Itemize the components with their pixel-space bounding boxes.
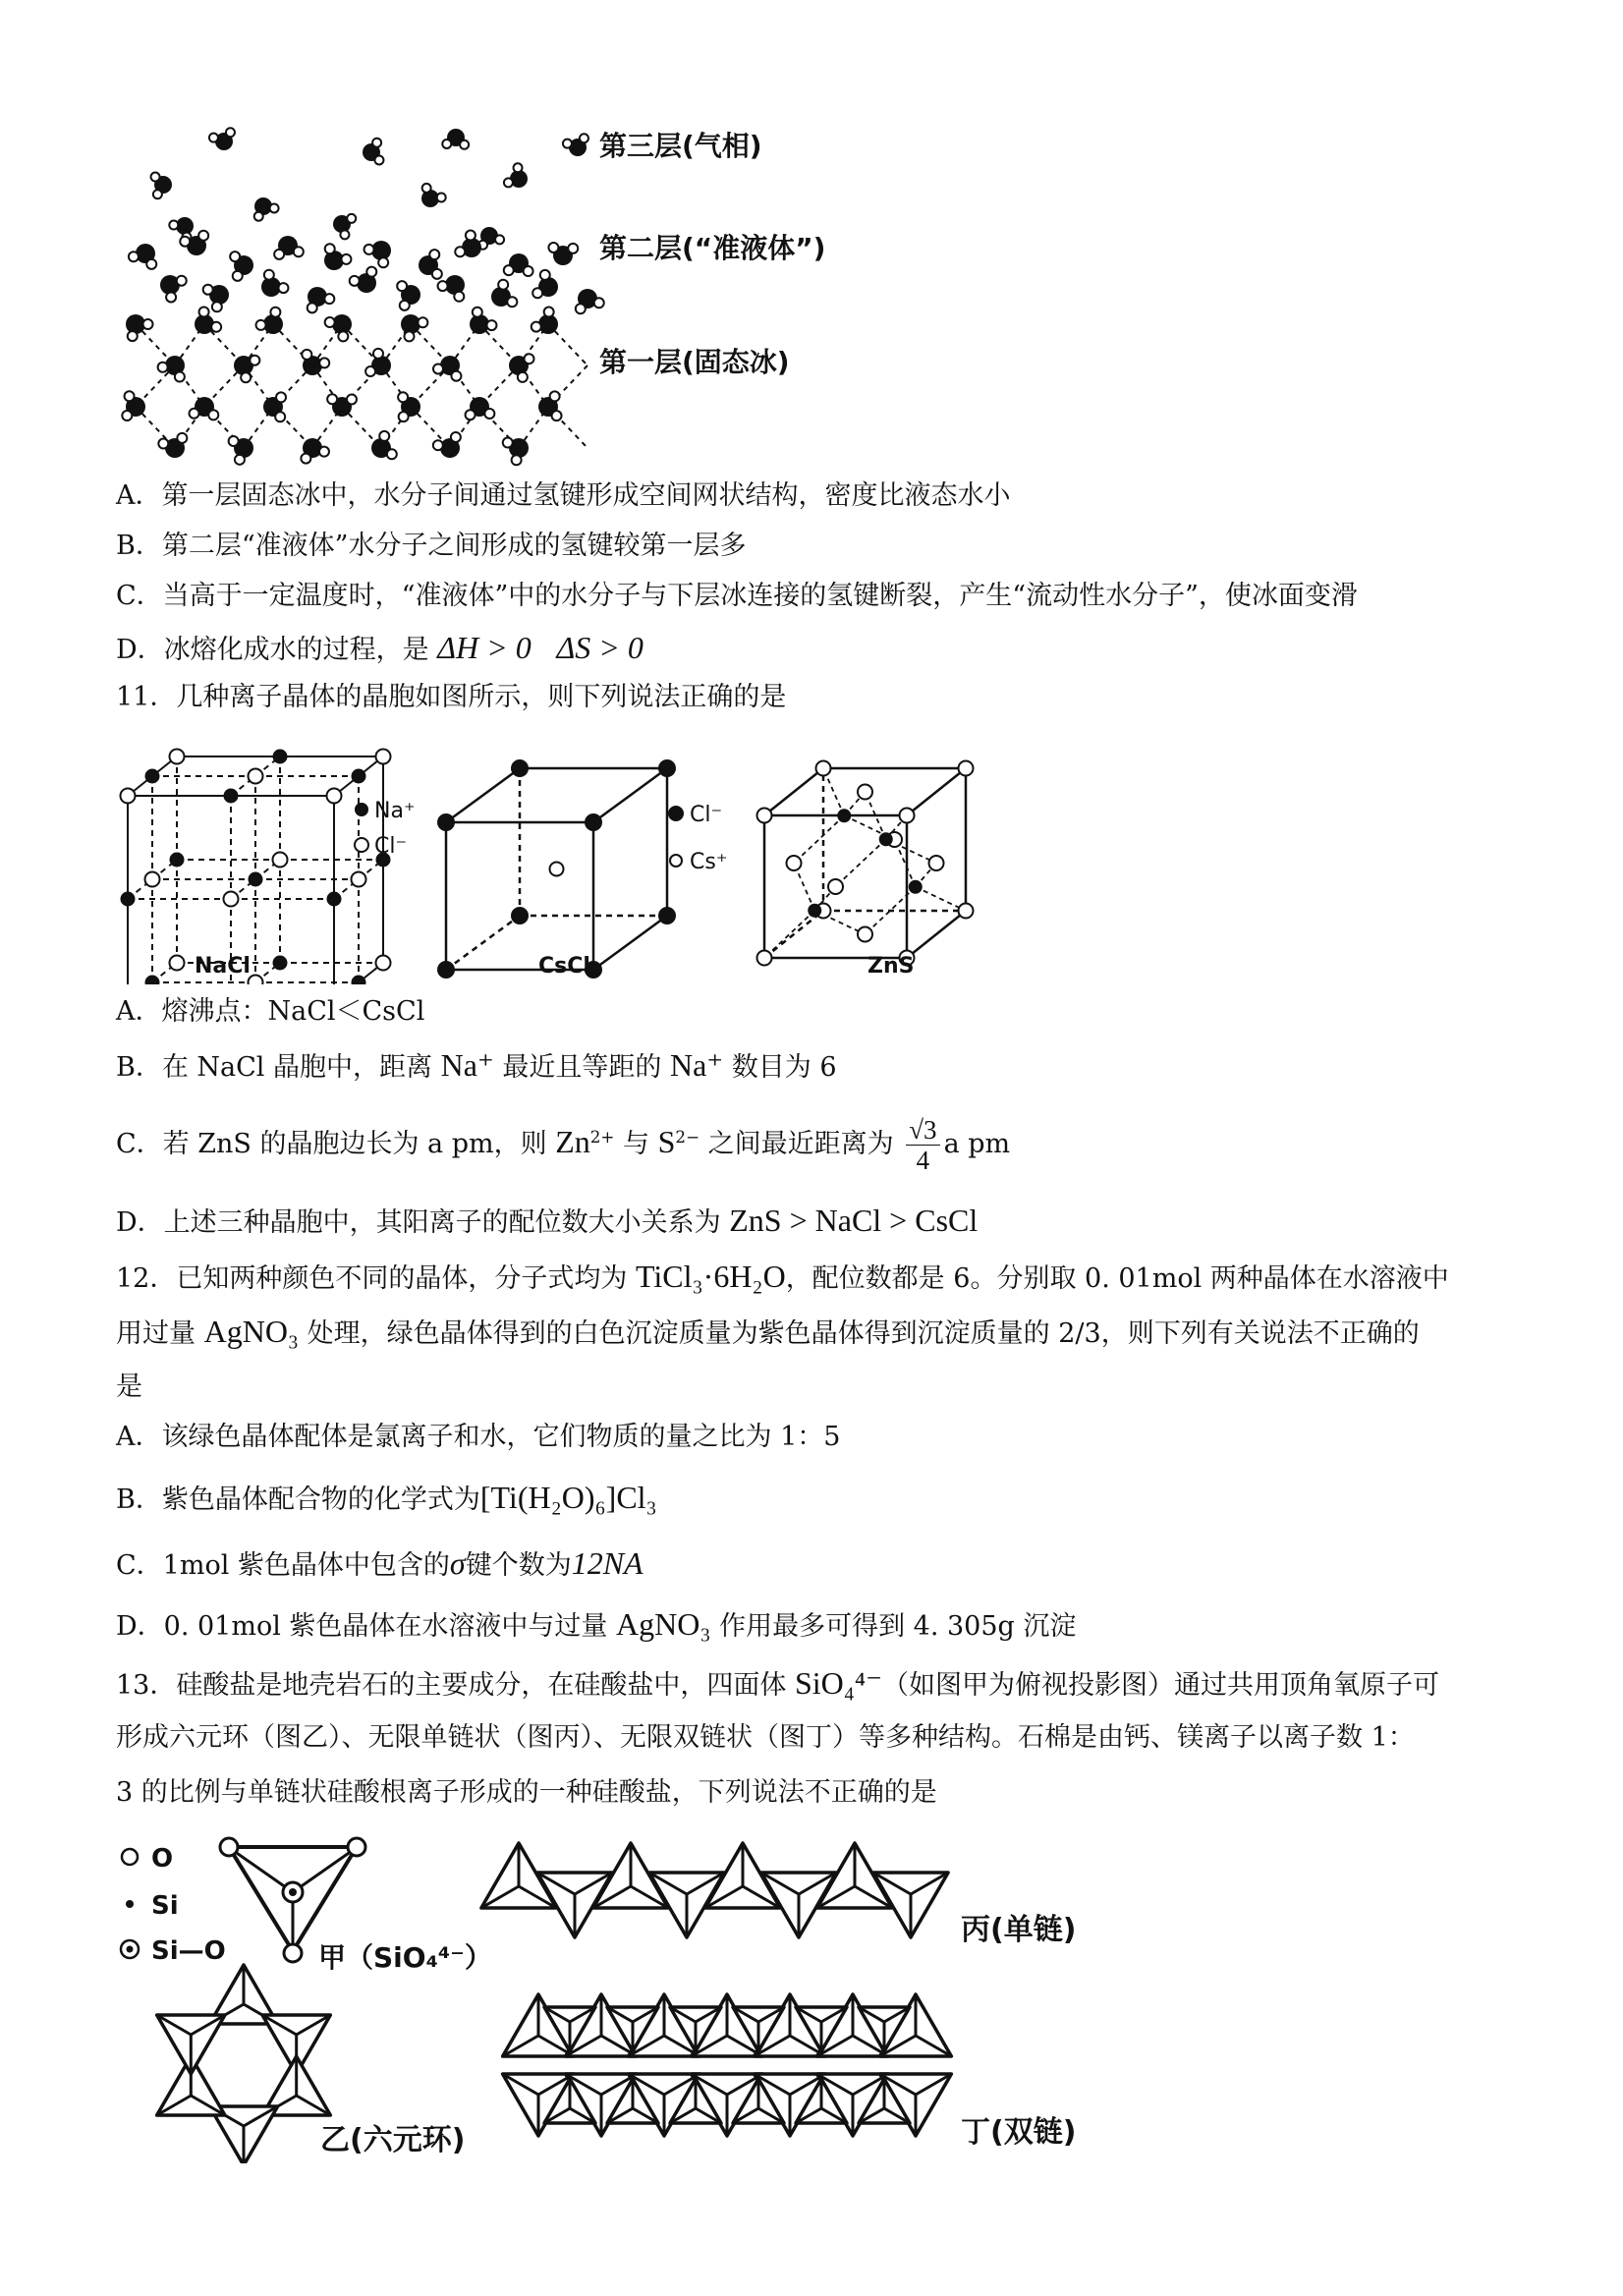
water-hydrogen (151, 173, 160, 182)
na-ion (328, 893, 341, 906)
legend-si-label: Si (151, 1891, 179, 1921)
legend-o-label: O (151, 1844, 174, 1874)
cell-edge (764, 911, 823, 958)
q10-option-b: B．第二层“准液体”水分子之间形成的氢键较第一层多 (116, 531, 747, 561)
cell-edge (907, 911, 966, 958)
q12-formula-agno3: AgNO₃ (203, 1314, 300, 1349)
water-hydrogen (166, 292, 176, 302)
q11-b-ion1: Na⁺ (440, 1047, 494, 1083)
q11-b-mid: 最近且等距的 (493, 1052, 670, 1083)
cell-edge (446, 768, 520, 822)
water-hydrogen (128, 331, 138, 341)
water-hydrogen (473, 308, 482, 317)
q12-line2-post: 处理，绿色晶体得到的白色沉淀质量为紫色晶体得到沉淀质量的 2/3，则下列有关说法不正确的 (299, 1318, 1420, 1349)
q13-line3: 3 的比例与单链状硅酸根离子形成的一种硅酸盐，下列说法不正确的是 (116, 1777, 937, 1808)
water-hydrogen (580, 134, 588, 142)
q10-option-d-text: D．冰熔化成水的过程，是 (116, 635, 429, 665)
water-hydrogen (209, 134, 218, 142)
water-hydrogen (278, 283, 288, 293)
water-hydrogen (524, 354, 533, 364)
water-hydrogen (400, 301, 410, 310)
q12-b-pre: B．紫色晶体配合物的化学式为 (116, 1484, 480, 1515)
legend-sio-center (127, 1946, 134, 1953)
cl-ion (511, 907, 529, 924)
water-hydrogen (484, 409, 494, 419)
water-hydrogen (514, 163, 523, 172)
water-hydrogen (319, 358, 329, 367)
q13-line2: 形成六元环（图乙）、无限单链状（图丙）、无限双链状（图丁）等多种结构。石棉是由钙、镁离子以离子数 1： (116, 1722, 1415, 1753)
water-hydrogen (122, 411, 132, 420)
water-hydrogen (451, 371, 461, 381)
water-hydrogen (264, 270, 274, 280)
water-hydrogen (212, 302, 222, 311)
water-hydrogen (503, 438, 513, 448)
q11-c-pre: C．若 ZnS 的晶胞边长为 a pm，则 (116, 1129, 556, 1159)
water-hydrogen (366, 267, 376, 277)
water-hydrogen (340, 230, 349, 239)
water-hydrogen (325, 317, 335, 327)
zn-ion (837, 809, 851, 822)
water-hydrogen (365, 366, 375, 376)
single-chain (481, 1843, 948, 1937)
zn-ion (879, 832, 893, 846)
water-hydrogen (347, 214, 356, 223)
layer1-label: 第一层(固态冰) (599, 346, 790, 378)
q12-c-mid: 键个数为 (465, 1550, 572, 1581)
water-hydrogen (398, 392, 408, 402)
q12-option-d (116, 1605, 1076, 1646)
na-ion (250, 873, 262, 886)
water-hydrogen (254, 212, 263, 221)
ionic-crystal-cells-figure (116, 739, 1000, 984)
q12-option-a: A．该绿色晶体配体是氯离子和水，它们物质的量之比为 1：5 (116, 1422, 841, 1452)
cell-edge (446, 916, 520, 970)
q11-option-c (116, 1115, 1010, 1175)
water-hydrogen (276, 392, 286, 402)
zns-caption: ZnS (867, 954, 915, 979)
water-hydrogen (275, 412, 285, 421)
water-hydrogen (364, 245, 374, 254)
water-hydrogen (460, 140, 469, 149)
s-ion (858, 785, 872, 800)
q11-d-relation: ZnS > NaCl > CsCl (729, 1203, 979, 1238)
water-hydrogen (397, 281, 407, 291)
water-hydrogen (495, 235, 504, 244)
na-ion (146, 770, 159, 783)
cl-ion (224, 892, 239, 907)
label-jia: 甲（SiO₄⁴⁻） (318, 1941, 492, 1974)
q11-c-fraction (906, 1115, 939, 1175)
cl-ion (121, 789, 136, 804)
q13-line1 (116, 1664, 1439, 1705)
q12-line1 (116, 1258, 1449, 1298)
water-hydrogen (378, 257, 388, 267)
water-hydrogen (146, 259, 156, 269)
cl-ion (273, 853, 288, 868)
na-ion (225, 790, 238, 803)
water-hydrogen (550, 391, 560, 401)
water-hydrogen (454, 292, 464, 302)
cl-ion (376, 750, 391, 764)
cl-ion (170, 956, 185, 971)
q11-b-pre: B．在 NaCl 晶胞中，距离 (116, 1052, 441, 1083)
zn-ion (909, 880, 923, 894)
water-hydrogen (433, 364, 443, 373)
label-bing: 丙(单链) (961, 1913, 1077, 1947)
water-hydrogen (532, 288, 542, 298)
water-hydrogen (327, 394, 337, 404)
water-hydrogen (198, 231, 208, 241)
q12-c-formula: 12NA (571, 1545, 644, 1581)
water-hydrogen (211, 322, 221, 332)
water-hydrogen (325, 244, 335, 253)
q12-line2 (116, 1313, 1420, 1353)
na-ion (274, 751, 287, 763)
zns-cell (757, 761, 974, 966)
water-hydrogen (256, 320, 266, 330)
water-hydrogen (347, 394, 357, 404)
q11-c-denominator: 4 (916, 1146, 930, 1175)
na-ion (353, 770, 365, 783)
water-hydrogen (374, 155, 383, 164)
s-ion (816, 761, 831, 776)
s-ion (959, 904, 974, 919)
water-hydrogen (544, 308, 554, 317)
water-hydrogen (153, 190, 162, 198)
q11-option-a: A．熔沸点：NaCl＜CsCl (116, 996, 425, 1027)
na-ion (122, 893, 135, 906)
water-hydrogen (175, 372, 185, 382)
q13-line1-post: （如图甲为俯视投影图）通过共用顶角氧原子可 (881, 1670, 1439, 1701)
cscl-legend-filled-dot (668, 806, 684, 821)
s-ion (828, 879, 843, 894)
legend-si-dot (126, 1900, 134, 1908)
q12-c-pre: C．1mol 紫色晶体中包含的 (116, 1550, 450, 1581)
water-hydrogen (180, 237, 190, 247)
q11-option-b (116, 1046, 837, 1087)
water-hydrogen (203, 285, 213, 295)
q12-line1-post: ，配位数都是 6。分别取 0. 01mol 两种晶体在水溶液中 (785, 1263, 1449, 1294)
nacl-legend-filled-dot (355, 803, 368, 816)
silicate-structures-figure (116, 1829, 1118, 2163)
water-hydrogen (504, 265, 514, 275)
water-hydrogen (270, 308, 280, 317)
water-hydrogen (169, 221, 178, 230)
bond (836, 839, 886, 886)
water-hydrogen (274, 250, 284, 259)
q11-c-s: S (657, 1124, 676, 1159)
water-hydrogen (486, 320, 496, 330)
water-hydrogen (129, 252, 139, 261)
cscl-legend-cs: Cs⁺ (690, 850, 728, 874)
cscl-legend-open-dot (670, 855, 682, 867)
q11-c-numerator: √3 (906, 1115, 939, 1146)
nacl-legend-open-dot (355, 838, 368, 852)
q12-d-pre: D．0. 01mol 紫色晶体在水溶液中与过量 (116, 1611, 617, 1642)
q10-delta-s: ΔS > 0 (556, 630, 644, 665)
water-hydrogen (158, 439, 168, 449)
water-hydrogen (532, 322, 541, 332)
water-hydrogen (576, 304, 586, 313)
s-ion (959, 761, 974, 776)
q11-d-pre: D．上述三种晶胞中，其阳离子的配位数大小关系为 (116, 1207, 730, 1238)
water-hydrogen (438, 281, 448, 291)
water-hydrogen (270, 203, 279, 212)
cs-ion (550, 863, 564, 876)
cell-edge (907, 768, 966, 815)
water-hydrogen (302, 350, 311, 360)
cl-ion (327, 789, 342, 804)
bond (794, 815, 844, 863)
q11-c-zn-charge: 2+ (589, 1127, 615, 1147)
water-hydrogen (301, 454, 310, 464)
water-hydrogen (466, 410, 476, 420)
s-ion (757, 951, 772, 966)
na-ion (171, 854, 184, 867)
water-hydrogen (568, 244, 578, 253)
water-hydrogen (524, 266, 533, 276)
q12-b-formula: [Ti(H₂O)₆]Cl₃ (479, 1480, 657, 1515)
cl-ion (376, 956, 391, 971)
legend-o-dot (122, 1849, 138, 1865)
water-hydrogen (540, 270, 550, 280)
water-hydrogen (177, 276, 187, 286)
cscl-cell (437, 759, 676, 979)
water-hydrogen (319, 447, 329, 457)
nacl-cell (121, 750, 391, 985)
na-ion (353, 977, 365, 985)
nacl-legend-na: Na⁺ (374, 799, 416, 823)
water-hydrogen (373, 349, 383, 359)
cl-ion (585, 813, 602, 831)
water-hydrogen (372, 139, 381, 147)
water-hydrogen (418, 317, 427, 327)
water-hydrogen (226, 128, 235, 137)
cell-edge (764, 768, 823, 815)
q12-line2-pre: 用过量 (116, 1318, 204, 1349)
water-hydrogen (341, 254, 351, 264)
six-ring (157, 1965, 331, 2163)
zn-ion (808, 904, 821, 918)
water-hydrogen (177, 433, 187, 443)
na-ion (274, 957, 287, 970)
q10-option-a: A．第一层固态冰中，水分子间通过氢键形成空间网状结构，密度比液态水小 (116, 480, 1011, 511)
cl-ion (145, 872, 160, 887)
q13-line1-pre: 13．硅酸盐是地壳岩石的主要成分，在硅酸盐中，四面体 (116, 1670, 795, 1701)
bond (764, 911, 814, 958)
q12-option-c (116, 1544, 644, 1585)
water-hydrogen (512, 455, 522, 465)
q12-d-formula: AgNO₃ (616, 1606, 711, 1642)
q13-formula-sio4: SiO₄⁴⁻ (794, 1665, 882, 1701)
q12-formula-ticl3: TiCl₃·6H₂O (635, 1259, 786, 1294)
water-hydrogen (350, 276, 360, 286)
q10-delta-h: ΔH > 0 (437, 630, 532, 665)
cl-ion (511, 759, 529, 777)
cell-edge (593, 916, 667, 970)
cscl-legend-cl: Cl⁻ (690, 803, 723, 827)
water-hydrogen (404, 331, 414, 341)
water-hydrogen (338, 331, 348, 341)
q12-d-post: 作用最多可得到 4. 305g 沉淀 (710, 1611, 1077, 1642)
water-hydrogen (308, 303, 317, 312)
water-hydrogen (250, 356, 259, 365)
water-hydrogen (208, 410, 218, 420)
water-hydrogen (190, 409, 199, 419)
s-ion (858, 927, 872, 942)
water-hydrogen (230, 252, 240, 261)
q12-line1-pre: 12．已知两种颜色不同的晶体，分子式均为 (116, 1263, 636, 1294)
s-ion (900, 809, 915, 823)
cell-edge (593, 768, 667, 822)
q11-b-ion2: Na⁺ (669, 1047, 724, 1083)
water-hydrogen (294, 247, 304, 256)
water-hydrogen (518, 372, 528, 382)
q11-stem: 11．几种离子晶体的晶胞如图所示，则下列说法正确的是 (116, 682, 787, 712)
water-hydrogen (507, 297, 517, 307)
q11-c-zn: Zn (555, 1124, 590, 1159)
water-hydrogen (563, 140, 572, 148)
q11-option-d (116, 1202, 978, 1242)
water-hydrogen (241, 372, 251, 382)
water-hydrogen (233, 271, 243, 281)
layer2-label: 第二层(“准液体”) (599, 232, 826, 264)
cl-ion (170, 750, 185, 764)
nacl-caption: NaCl (195, 954, 251, 979)
cscl-caption: CsCl (538, 954, 590, 979)
legend-sio-label: Si—O (151, 1936, 226, 1966)
water-hydrogen (387, 449, 397, 459)
water-hydrogen (504, 178, 513, 187)
s-ion (929, 856, 944, 870)
water-hydrogen (455, 247, 465, 256)
q12-option-b (116, 1479, 657, 1519)
q12-c-sigma: σ (449, 1545, 466, 1581)
cl-ion (658, 759, 676, 777)
water-hydrogen (442, 140, 451, 148)
nacl-legend-cl: Cl⁻ (374, 834, 408, 859)
q10-option-d (116, 629, 644, 669)
water-hydrogen (235, 455, 245, 465)
water-hydrogen (433, 440, 443, 450)
water-hydrogen (548, 243, 558, 252)
water-hydrogen (158, 363, 168, 372)
cl-ion (352, 872, 366, 887)
water-hydrogen (466, 231, 476, 241)
water-hydrogen (451, 432, 461, 442)
water-hydrogen (379, 431, 389, 441)
ice-layers-figure (116, 108, 843, 472)
water-hydrogen (199, 308, 209, 317)
q11-b-post: 数目为 6 (723, 1052, 837, 1083)
water-hydrogen (552, 411, 562, 420)
double-chain (503, 1994, 952, 2136)
q11-c-s-charge: 2− (675, 1127, 700, 1147)
water-hydrogen (432, 269, 442, 279)
q10-option-c: C．当高于一定温度时，“准液体”中的水分子与下层冰连接的氢键断裂，产生“流动性水分子”，使冰面变滑 (116, 581, 1358, 611)
ice-molecules (122, 128, 603, 465)
q11-c-mid2: 之间最近距离为 (700, 1129, 903, 1159)
water-hydrogen (229, 436, 239, 446)
water-hydrogen (429, 250, 439, 259)
water-hydrogen (125, 391, 135, 401)
label-yi: 乙(六元环) (320, 2123, 466, 2157)
cl-ion (437, 813, 455, 831)
water-hydrogen (143, 319, 153, 329)
water-hydrogen (324, 294, 334, 304)
cl-ion (658, 907, 676, 924)
cl-ion (437, 961, 455, 979)
label-ding: 丁(双链) (961, 2115, 1077, 2150)
water-hydrogen (437, 194, 446, 202)
water-hydrogen (422, 184, 431, 193)
water-hydrogen (498, 280, 508, 290)
na-ion (146, 977, 159, 985)
water-hydrogen (399, 412, 409, 421)
q11-c-mid: 与 (614, 1129, 658, 1159)
s-ion (757, 809, 772, 823)
bond (916, 887, 966, 911)
cl-ion (249, 769, 263, 784)
water-hydrogen (594, 298, 604, 308)
q12-line3: 是 (116, 1372, 142, 1402)
s-ion (787, 856, 802, 870)
q11-c-post: a pm (943, 1129, 1011, 1159)
layer3-label: 第三层(气相) (599, 130, 762, 162)
